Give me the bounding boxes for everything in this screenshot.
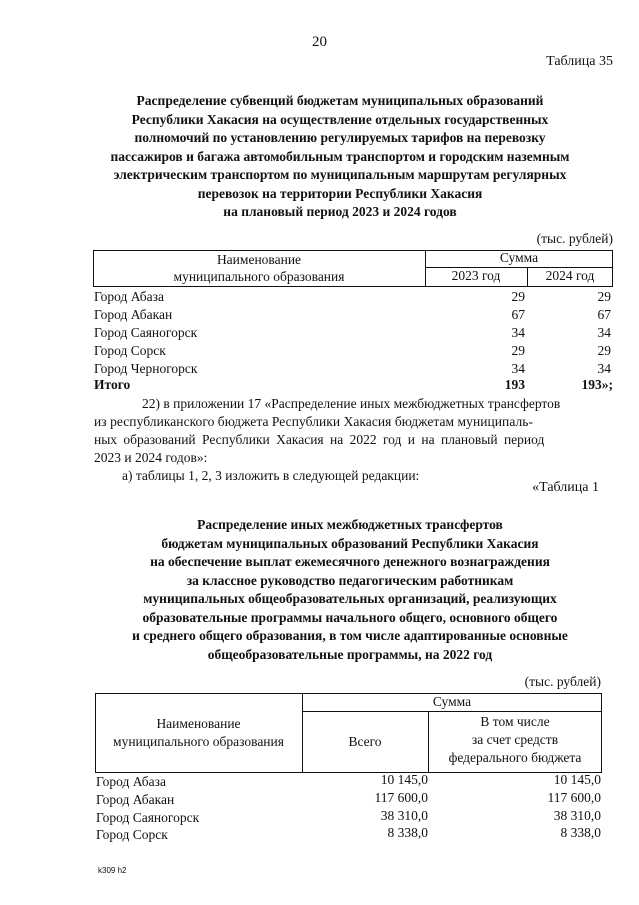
row-total: 8 338,0 [387,825,428,840]
title-line: за классное руководство педагогическим работникам [186,572,514,588]
page-number: 20 [312,34,327,50]
header-sum: Сумма [432,694,472,709]
row-total: 38 310,0 [380,808,428,823]
header-year-2024: 2024 год [545,268,595,283]
table-35-title [50,92,630,222]
amendment-paragraph [94,395,614,485]
row-name: Город Абаза [96,774,166,789]
header-federal-line1: В том числе [480,714,550,729]
header-federal-line3: федерального бюджета [448,750,582,765]
paragraph-line: 22) в приложении 17 «Распределение иных межбюджетных трансфертов [142,396,561,411]
title-line: образовательные программы начального общего, основного общего [142,609,558,625]
row-federal: 117 600,0 [547,790,601,805]
title-line: на обеспечение выплат ежемесячного денежного вознаграждения [150,554,550,569]
row-value-2023: 29 [511,343,525,358]
row-value-2023: 67 [511,307,525,322]
row-total: 10 145,0 [380,772,428,787]
header-year-2023: 2023 год [451,268,501,283]
header-divider [302,711,602,712]
title-line: общеобразовательные программы, на 2022 год [207,646,493,662]
header-sum: Сумма [499,250,539,265]
row-name: Город Черногорск [94,361,198,376]
row-value-2023: 29 [511,289,525,304]
total-value-2024: 193»; [581,377,613,392]
row-federal: 38 310,0 [553,808,601,823]
header-federal-line2: за счет средств [471,732,559,747]
header-name-line2: муниципального образования [173,269,345,284]
row-value-2023: 34 [511,325,525,340]
header-name-line2: муниципального образования [113,734,284,749]
paragraph-line: 2023 и 2024 годов»: [94,450,208,465]
title-line: на плановый период 2023 и 2024 годов [223,204,457,219]
header-name-line1: Наименование [156,716,241,731]
table-1-units: (тыс. рублей) [524,674,601,689]
title-line: Республики Хакасия на осуществление отдельных государственных [131,111,549,127]
title-line: электрическим транспортом по муниципальным маршрутам регулярных [113,167,567,182]
total-label: Итого [94,377,131,392]
row-name: Город Абакан [94,307,173,322]
row-total: 117 600,0 [374,790,428,805]
row-value-2024: 29 [597,343,611,358]
title-line: Распределение субвенций бюджетам муниципальных образований [136,93,544,108]
title-line: Распределение иных межбюджетных трансфертов [197,517,503,532]
title-line: перевозок на территории Республики Хакасия [197,185,483,201]
table-1-title [70,516,630,664]
row-value-2024: 34 [597,361,611,376]
table-35-units: (тыс. рублей) [536,231,613,246]
row-name: Город Абаза [94,289,164,304]
row-value-2024: 67 [597,307,611,322]
row-value-2023: 34 [511,361,525,376]
footer-code: k309 h2 [98,866,127,875]
title-line: муниципальных общеобразовательных организаций, реализующих [143,591,557,606]
row-name: Город Абакан [96,792,175,807]
title-line: и среднего общего образования, в том числе адаптированные основные [132,628,568,643]
row-federal: 10 145,0 [553,772,601,787]
row-value-2024: 29 [597,289,611,304]
paragraph-subitem: а) таблицы 1, 2, 3 изложить в следующей редакции: [122,468,420,483]
title-line: бюджетам муниципальных образований Республики Хакасия [161,535,539,551]
header-total: Всего [348,734,382,749]
paragraph-line: из республиканского бюджета Республики Хакасия бюджетам муниципаль- [94,414,534,429]
row-name: Город Сорск [94,343,166,358]
header-name-line1: Наименование [216,252,302,267]
title-line: пассажиров и багажа автомобильным транспортом и городским наземным [110,148,570,164]
row-name: Город Саяногорск [94,325,198,340]
title-line: полномочий по установлению регулируемых тарифов на перевозку [134,130,546,145]
table-35-label: Таблица 35 [546,54,613,69]
total-value-2023: 193 [504,377,525,392]
paragraph-line: ных образований Республики Хакасия на 2022 год и на плановый период [94,432,545,447]
row-value-2024: 34 [597,325,611,340]
row-name: Город Сорск [96,827,168,842]
row-name: Город Саяногорск [96,810,200,825]
row-federal: 8 338,0 [560,825,601,840]
table-1-label: «Таблица 1 [532,480,599,495]
